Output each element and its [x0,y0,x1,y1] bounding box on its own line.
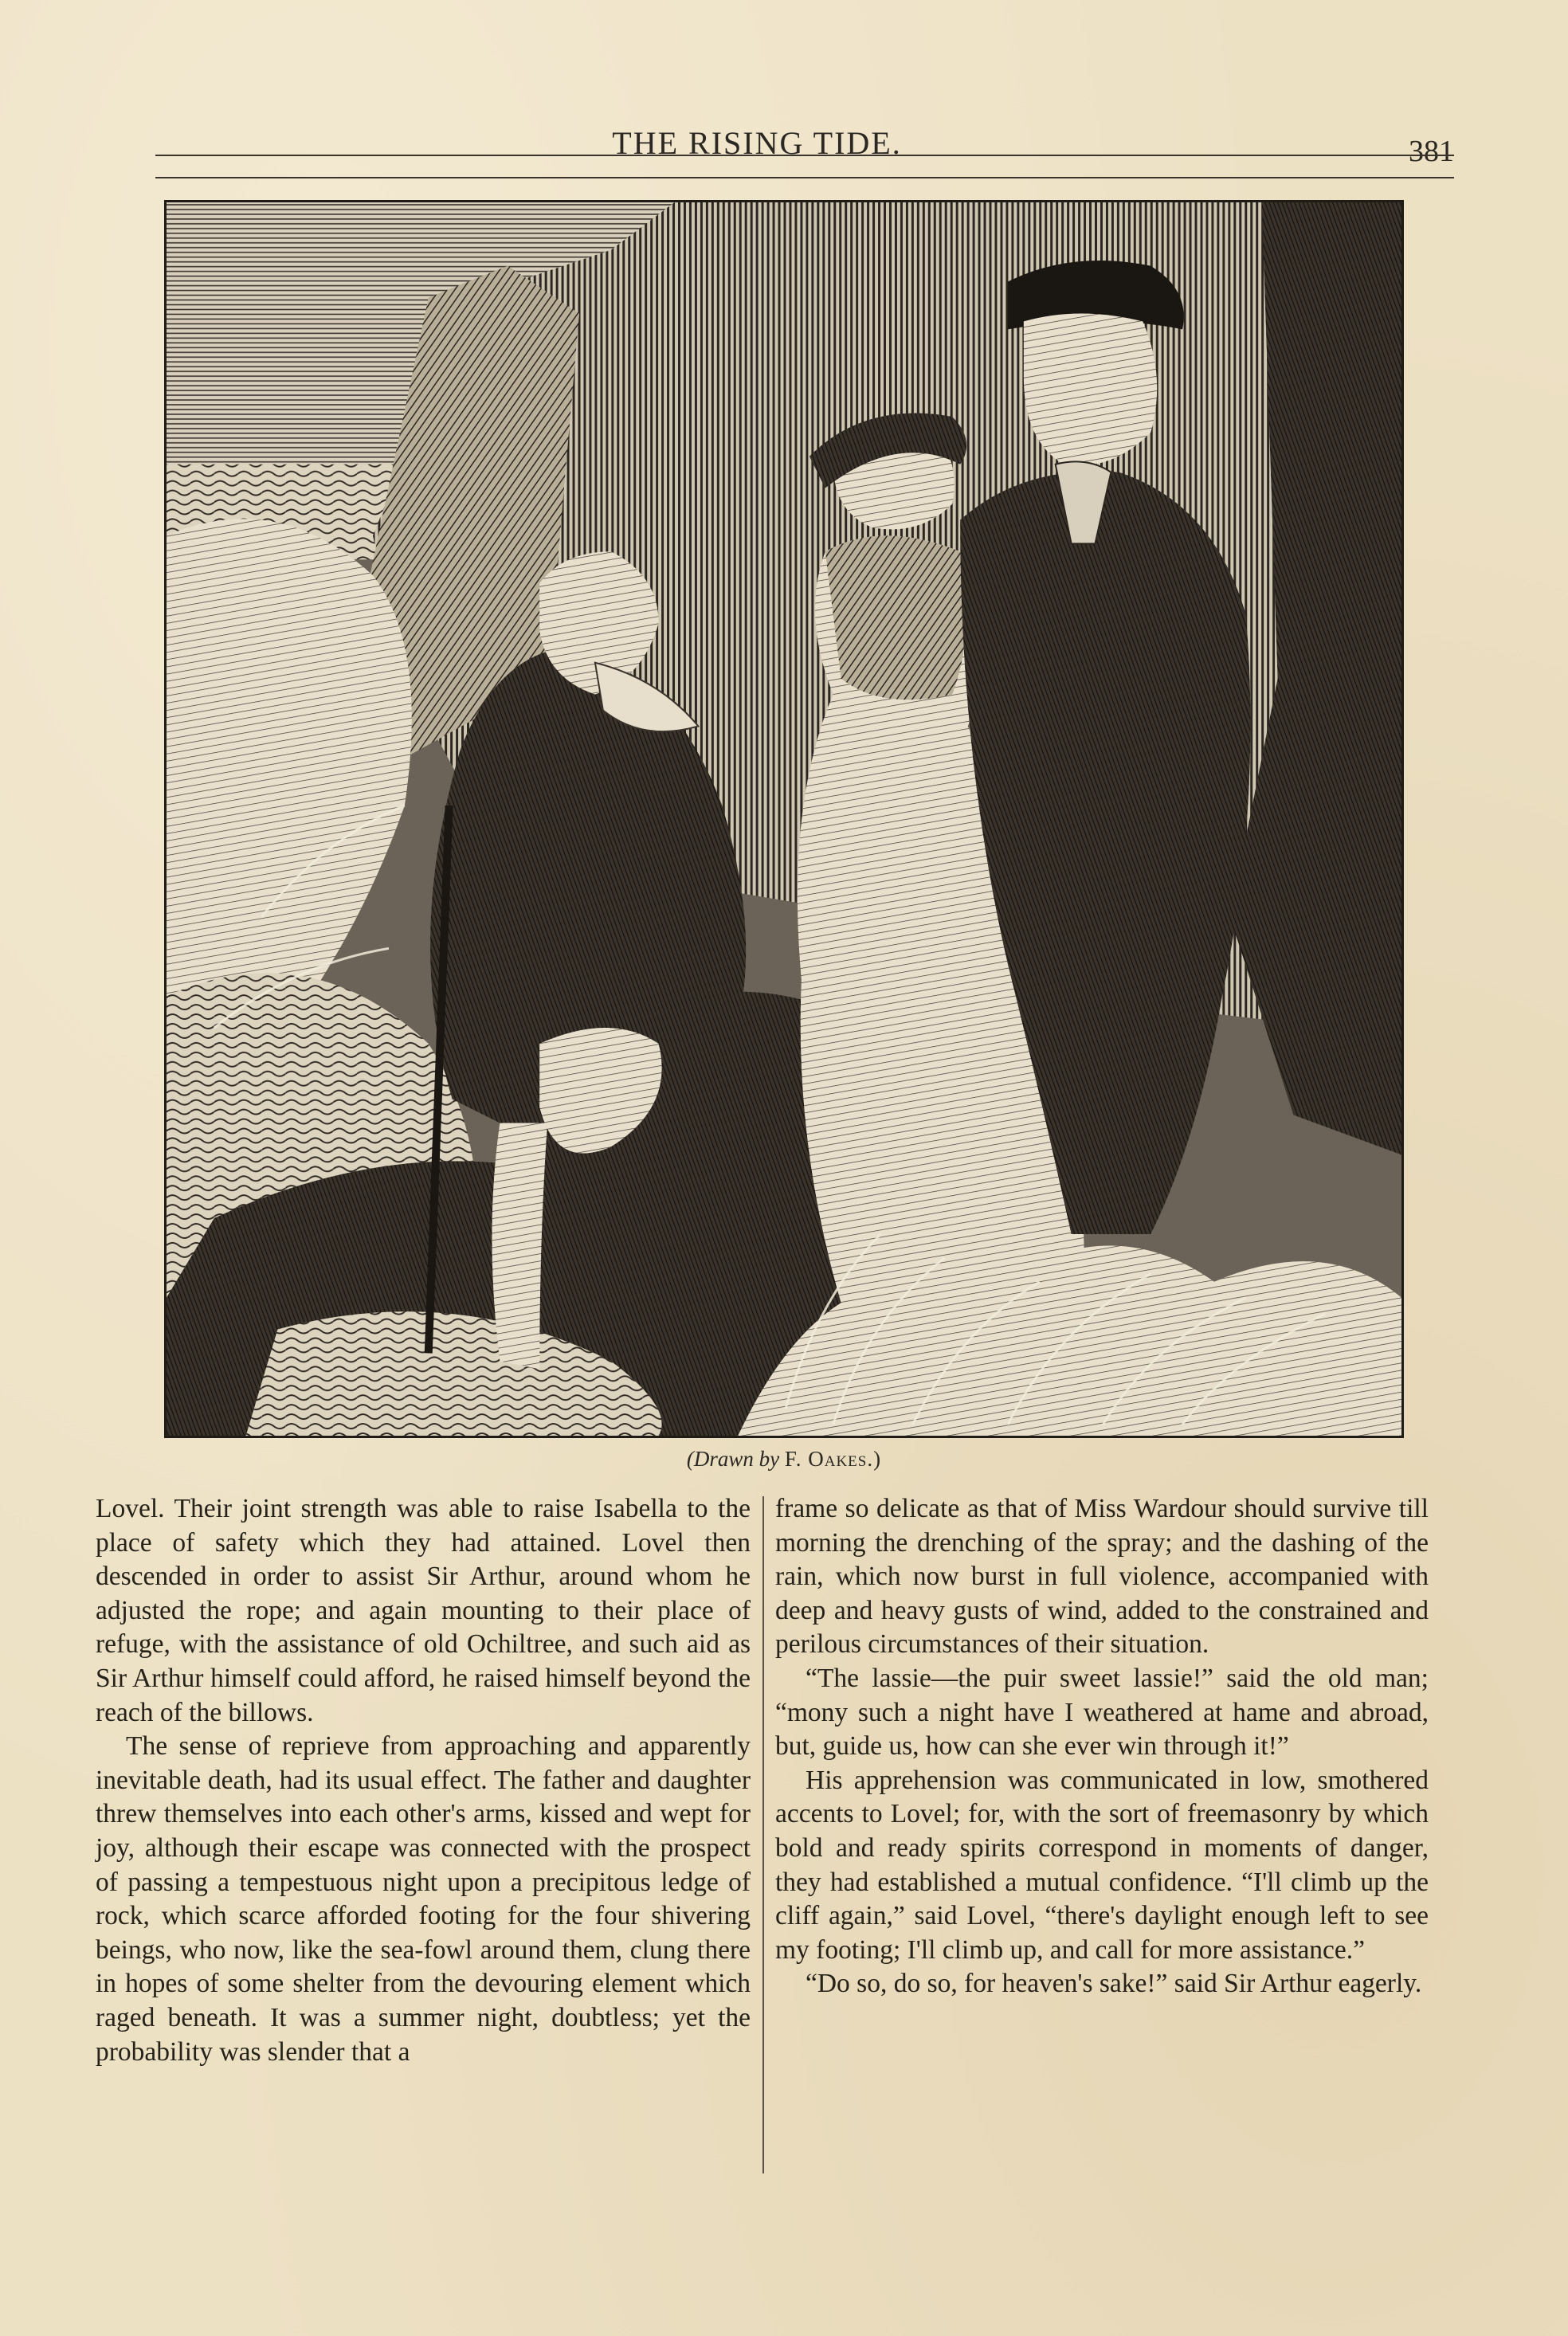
engraving-illustration [164,200,1404,1438]
header-rule [155,155,1454,156]
paragraph: His apprehension was communicated in low, smothered accents to Lovel; for, with the sort of freemasonry by which bold and ready spirits correspond in moments of danger, they had established a mutual confidence. “I'll climb up the cliff again,” said Lovel, “there's daylight enough left to see my footing; I'll climb up, and call for more assistance.” [775,1765,1429,1965]
header-rule-lower [155,177,1454,178]
column-divider [762,1496,764,2173]
paragraph: Lovel. Their joint strength was able to raise Isabella to the place of safety which they had attained. Lovel then descended in order to assist Sir Arthur, around whom he adjusted the rope; and again mounting to their place of refuge, with the assistance of old Ochiltree, and such aid as Sir Arthur himself could afford, he raised himself beyond the reach of the billows. [96,1494,751,1727]
figure-caption [164,1447,1404,1472]
caption-artist: F. Oakes.) [784,1447,882,1471]
engraving-artwork [167,202,1401,1436]
paragraph: frame so delicate as that of Miss Wardour should survive till morning the drenching of the spray; and the dashing of the rain, which now burst in full violence, accompanied with deep and heavy gusts of wind, added to the constrained and perilous circumstances of their situation. [775,1494,1429,1660]
page-header [155,120,1454,183]
page-number: 381 [1409,135,1454,168]
paragraph: “Do so, do so, for heaven's sake!” said Sir Arthur eagerly. [806,1969,1422,1999]
left-text-column [96,1492,751,2069]
paragraph: The sense of reprieve from approaching and apparently inevitable death, had its usual effect. The father and daughter threw themselves into each other's arms, kissed and wept for joy, although their escape was connected with the prospect of passing a tempestuous night upon a precipitous ledge of rock, which scarce afforded footing for the four shivering beings, who now, like the sea-fowl around them, clung there in hopes of some shelter from the devouring element which raged beneath. It was a summer night, doubtless; yet the probability was slender that a [96,1731,751,2067]
running-title: THE RISING TIDE. [612,125,902,161]
caption-prefix: (Drawn by [686,1447,780,1471]
paragraph: “The lassie—the puir sweet lassie!” said the old man; “mony such a night have I weathered at hame and abroad, but, guide us, how can she ever win through it!” [775,1663,1429,1762]
right-text-column [775,1492,1429,2001]
